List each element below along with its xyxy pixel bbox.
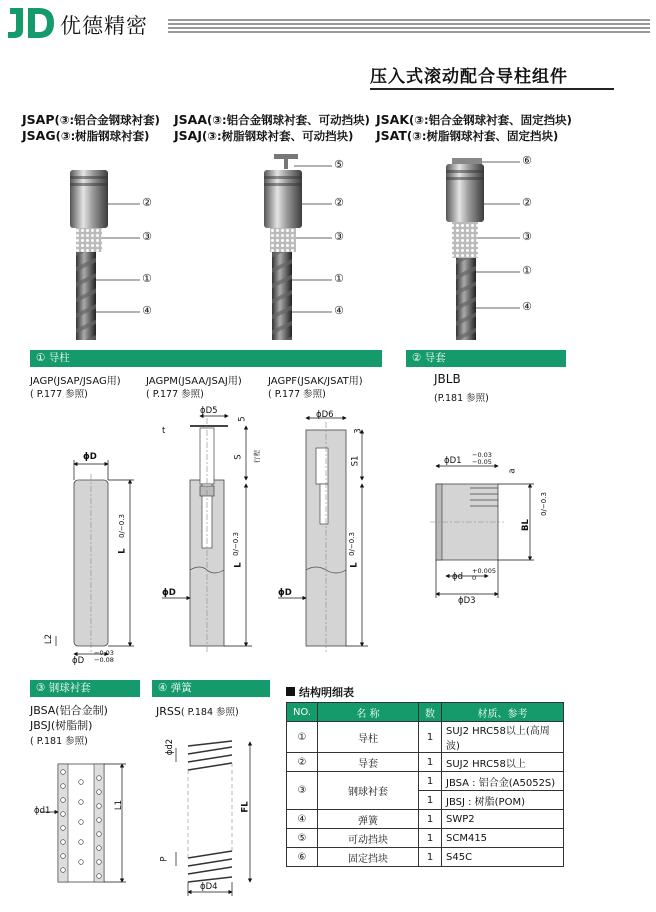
cell-no: ⑤ — [287, 829, 318, 848]
cell-qty: 1 — [419, 810, 442, 829]
dim-L1: L1 — [114, 799, 125, 811]
cell-material: SUJ2 HRC58以上 — [442, 753, 564, 772]
part-jbsj-name: JBSJ(树脂制) — [30, 719, 93, 732]
technical-drawings-posts — [0, 400, 656, 670]
callout-1: ① — [334, 272, 344, 285]
dim-phiD: ϕD — [83, 452, 97, 462]
dim-L3: L — [349, 562, 360, 568]
model-jsak: JSAK(③:铝合金钢球衬套、固定挡块) — [376, 112, 572, 127]
cell-material: JBSA : 铝合金(A5052S) — [442, 772, 564, 791]
cell-name: 固定挡块 — [318, 848, 419, 867]
dim-phiD6: ϕD6 — [316, 410, 334, 420]
product-illustrations — [0, 148, 656, 348]
th-no: NO. — [287, 703, 318, 722]
model-jsag: JSAG(③:树脂钢球衬套) — [22, 128, 150, 143]
th-name: 名 称 — [318, 703, 419, 722]
table-row — [287, 810, 564, 829]
table-row — [287, 722, 564, 753]
section-guide-post: ① 导柱 — [30, 350, 382, 367]
dim-stroke: 行程 — [253, 450, 261, 463]
callout-1: ① — [142, 272, 152, 285]
cell-name: 弹簧 — [318, 810, 419, 829]
dim-L2-post: L — [233, 562, 244, 568]
cell-no: ④ — [287, 810, 318, 829]
dim-5: 5 — [237, 416, 248, 422]
callout-4: ④ — [522, 300, 532, 313]
cell-qty: 1 — [419, 848, 442, 867]
dim-t: t — [162, 426, 166, 436]
dim-phid1: ϕd1 — [34, 806, 51, 816]
model-jsat: JSAT(③:树脂钢球衬套、固定挡块) — [376, 128, 559, 143]
cell-no: ⑥ — [287, 848, 318, 867]
model-jsaj: JSAJ(③:树脂钢球衬套、可动挡块) — [174, 128, 354, 143]
callout-5: ⑤ — [334, 158, 344, 171]
cell-qty: 1 — [419, 791, 442, 810]
part-jagpm-ref: ( P.177 参照) — [146, 389, 204, 400]
callout-2: ② — [334, 196, 344, 209]
dim-phiD4: ϕD4 — [200, 882, 218, 892]
dim-phid: ϕd — [452, 572, 464, 582]
callout-4: ④ — [334, 304, 344, 317]
header-rule-lines — [168, 18, 650, 34]
dim-L2: L2 — [44, 633, 55, 645]
dim-S1: S1 — [350, 455, 361, 467]
table-row — [287, 848, 564, 867]
section-spring: ④ 弹簧 — [152, 680, 270, 697]
cell-qty: 1 — [419, 829, 442, 848]
page-title: 压入式滚动配合导柱组件 — [370, 67, 568, 87]
dim-a: a — [507, 468, 518, 474]
dim-S: S — [233, 454, 244, 460]
table-row — [287, 753, 564, 772]
dim-L-tol: 0/−0.3 — [117, 514, 126, 538]
spec-table — [286, 702, 564, 867]
part-jagpm-name: JAGPM(JSAA/JSAJ用) — [146, 376, 242, 387]
table-row — [287, 772, 564, 791]
part-jblb-ref: (P.181 参照) — [434, 393, 489, 404]
dim-phid2: ϕd2 — [165, 738, 176, 756]
brand-name: 优德精密 — [60, 14, 148, 38]
part-jbsa-name: JBSA(铝合金制) — [30, 704, 108, 717]
section-ball-bushing: ③ 钢球衬套 — [30, 680, 140, 697]
table-title: 结构明细表 — [286, 684, 354, 700]
part-jagp-ref: ( P.177 参照) — [30, 389, 88, 400]
table-header-row — [287, 703, 564, 722]
jd-logo — [6, 6, 56, 40]
cell-qty: 1 — [419, 772, 442, 791]
dim-BL: BL — [520, 519, 531, 531]
dim-phiD-2: ϕD — [162, 588, 176, 598]
dim-d-tol: +0.005 0 — [472, 567, 497, 582]
cell-qty: 1 — [419, 753, 442, 772]
cell-no: ① — [287, 722, 318, 753]
cell-name: 导柱 — [318, 722, 419, 753]
dim-phiD-bottom: ϕD — [72, 656, 85, 666]
dim-L-tol-3: 0/−0.3 — [347, 532, 356, 556]
dim-phiD-3: ϕD — [278, 588, 292, 598]
title-underline — [370, 88, 614, 90]
cell-material: SUJ2 HRC58以上(高周波) — [442, 722, 564, 753]
cell-material: SCM415 — [442, 829, 564, 848]
illustration-jsap — [70, 170, 108, 340]
callout-6: ⑥ — [522, 154, 532, 167]
cell-material: SWP2 — [442, 810, 564, 829]
table-row — [287, 829, 564, 848]
callout-3: ③ — [334, 230, 344, 243]
cell-name: 可动挡块 — [318, 829, 419, 848]
cell-name: 导套 — [318, 753, 419, 772]
dim-phiD1: ϕD1 — [444, 456, 462, 466]
cell-name: 钢球衬套 — [318, 772, 419, 810]
section-guide-sleeve: ② 导套 — [406, 350, 566, 367]
dim-D-tol: −0.03 −0.08 — [94, 649, 114, 664]
part-jagpf-name: JAGPF(JSAK/JSAT用) — [268, 376, 363, 387]
dim-3: 3 — [353, 428, 364, 434]
cell-no: ② — [287, 753, 318, 772]
cell-qty: 1 — [419, 722, 442, 753]
th-qty: 数 — [419, 703, 442, 722]
dim-BL-tol: 0/−0.3 — [539, 492, 548, 516]
callout-4: ④ — [142, 304, 152, 317]
callout-1: ① — [522, 264, 532, 277]
technical-drawings-bushing-spring — [0, 740, 290, 900]
model-jsaa: JSAA(③:铝合金钢球衬套、可动挡块) — [174, 112, 370, 127]
cell-material: S45C — [442, 848, 564, 867]
dim-FL: FL — [240, 801, 251, 813]
th-material: 材质、参考 — [442, 703, 564, 722]
part-jagpf-ref: ( P.177 参照) — [268, 389, 326, 400]
part-jrss: JRSS( P.184 参照) — [156, 705, 239, 718]
dim-L-tol-2: 0/−0.3 — [231, 532, 240, 556]
callout-3: ③ — [142, 230, 152, 243]
dim-P: P — [159, 856, 170, 862]
callout-3: ③ — [522, 230, 532, 243]
dim-phiD5: ϕD5 — [200, 406, 218, 416]
dim-D1-tol: −0.03 −0.05 — [472, 451, 492, 466]
callout-2: ② — [142, 196, 152, 209]
dim-phiD3: ϕD3 — [458, 596, 476, 606]
part-jblb-name: JBLB — [434, 372, 461, 386]
illustration-jsak — [446, 158, 484, 340]
part-jagp-name: JAGP(JSAP/JSAG用) — [30, 376, 121, 387]
cell-no: ③ — [287, 772, 318, 810]
dim-L: L — [117, 548, 128, 554]
model-jsap: JSAP(③:铝合金钢球衬套) — [22, 112, 160, 127]
callout-2: ② — [522, 196, 532, 209]
part-jbsa-ref: ( P.181 参照) — [30, 736, 88, 747]
cell-material: JBSJ : 树脂(POM) — [442, 791, 564, 810]
